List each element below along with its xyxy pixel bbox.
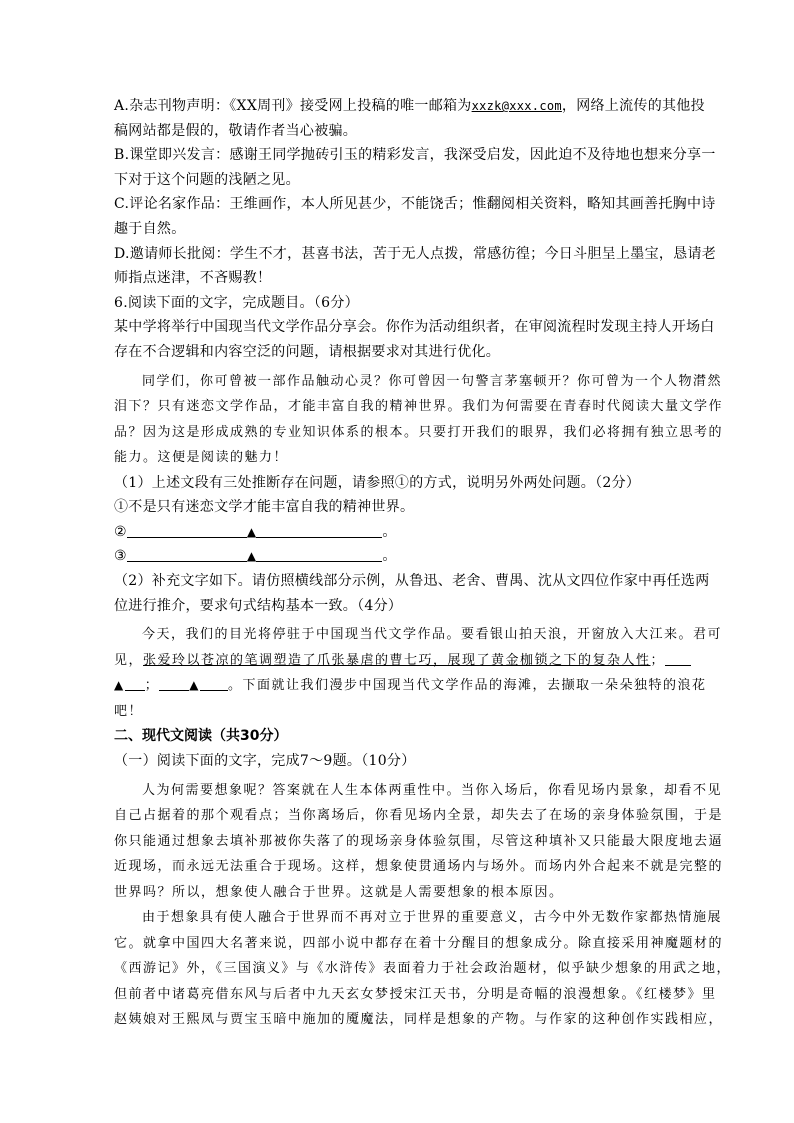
reading-p2-line: 但前者中诸葛亮借东风与后者中九天玄女梦授宋江天书，分明是奇幅的浪漫想象。《红楼梦》里 xyxy=(114,986,717,1002)
underlined-example: 张爱玲以苍凉的笔调塑造了爪张暴虐的曹七巧，展现了黄金枷锁之下的复杂人性 xyxy=(143,652,651,668)
passage-line: 泪下？只有迷恋文学作品，才能丰富自我的精神世界。我们为何需要在青春时代阅读大量文学作 xyxy=(114,399,724,415)
option-c-line2: 趣于自然。 xyxy=(114,220,186,237)
reading-p2-line: 它。就拿中国四大名著来说，四部小说中都存在着十分醒目的想象成分。除直接采用神魔题材的 xyxy=(114,935,724,951)
reading-p1-line: 自己占据着的那个观看点；当你离场后，你看见场内全景，却失去了在场的亲身体验氛围，于是 xyxy=(114,808,724,824)
blank-2-period: 。 xyxy=(382,523,397,540)
passage-line: 品？因为这是形成成熟的专业知识体系的根本。只要打开我们的眼界，我们必将拥有独立思考的 xyxy=(114,424,724,440)
section-2-subheading: （一）阅读下面的文字，完成7～9题。（10分） xyxy=(114,753,416,770)
reading-p2-line: 《西游记》外，《三国演义》与《水浒传》表面着力于社会政治题材，似乎缺少想象的用武之地， xyxy=(114,961,732,977)
reading-p1-line: 近现场，而永远无法重合于现场。这样，想象使贯通场内与场外。而场内外合起来不就是完整的 xyxy=(114,859,724,875)
fill-blank-b-right[interactable] xyxy=(200,676,228,691)
reading-p1-line: 世界吗？所以，想象使人融合于世界。这就是人需要想象的根本原因。 xyxy=(114,884,564,900)
option-a-email: xxzk@xxx.com xyxy=(471,99,562,113)
question-6-intro-line1: 某中学将举行中国现当代文学作品分享会。你作为活动组织者，在审阅流程时发现主持人开场白 xyxy=(114,319,715,336)
fill-passage-line1: 今天，我们的目光将停驻于中国现当代文学作品。要看银山拍天浪，开窗放入大江来。君可 xyxy=(142,627,723,643)
passage-line: 同学们，你可曾被一部作品触动心灵？你可曾因一句警言茅塞顿开？你可曾为一个人物潸然 xyxy=(142,373,723,389)
fill-semicolon: ； xyxy=(650,652,666,668)
blank-3-period: 。 xyxy=(382,548,397,565)
blank-2-number: ② xyxy=(114,523,127,540)
option-d-line2: 师指点迷津，不吝赐教！ xyxy=(114,270,272,287)
fill-blank-a-start[interactable] xyxy=(665,651,691,666)
fill-passage-line2 xyxy=(114,648,702,674)
fill-passage-line3 xyxy=(114,673,707,699)
option-a-line1 xyxy=(114,94,705,119)
subquestion-1-example: ①不是只有迷恋文学才能丰富自我的精神世界。 xyxy=(114,499,415,516)
reading-p2-line: 由于想象具有使人融合于世界而不再对立于世界的重要意义，古今中外无数作家都热情施展 xyxy=(142,910,723,926)
blank-2-left xyxy=(127,523,247,538)
subquestion-2-line1: （2）补充文字如下。请仿照横线部分示例，从鲁迅、老舍、曹禺、沈从文四位作家中再任选两 xyxy=(114,572,710,589)
exam-page xyxy=(114,94,732,1033)
triangle-marker: ▲ xyxy=(246,549,257,564)
option-c-line1: C.评论名家作品：王维画作，本人所见甚少，不能饶舌；惟翻阅相关资料，略知其画善托胸中诗 xyxy=(114,196,716,213)
blank-3-left xyxy=(127,547,247,562)
option-a-line2: 稿网站都是假的，敬请作者当心被骗。 xyxy=(114,122,358,139)
triangle-marker: ▲ xyxy=(114,678,125,693)
subquestion-2-line2: 位进行推介，要求句式结构基本一致。（4分） xyxy=(114,597,403,614)
blank-3-number: ③ xyxy=(114,548,127,565)
subquestion-1: （1）上述文段有三处推断存在问题，请参照①的方式，说明另外两处问题。（2分） xyxy=(114,474,641,491)
fill-blank-a-end[interactable] xyxy=(125,676,145,691)
option-b-line1: B.课堂即兴发言：感谢王同学抛砖引玉的精彩发言，我深受启发，因此迫不及待地也想来分享一 xyxy=(114,147,716,164)
blank-3-right xyxy=(256,547,382,562)
question-6-intro-line2: 存在不合逻辑和内容空泛的问题，请根据要求对其进行优化。 xyxy=(114,343,501,360)
fill-passage-line4: 吧！ xyxy=(114,703,144,719)
blank-2-right xyxy=(256,523,382,538)
option-a-text: A.杂志刊物声明：《XX周刊》接受网上投稿的唯一邮箱为 xyxy=(114,98,472,114)
option-d-line1: D.邀请师长批阅：学生不才，甚喜书法，苦于无人点拨，常感彷徨；今日斗胆呈上墨宝，恳请老 xyxy=(114,245,717,262)
reading-p2-line: 赵姨娘对王熙凤与贾宝玉暗中施加的魇魔法，同样是想象的产物。与作家的这种创作实践相应， xyxy=(114,1012,724,1028)
triangle-marker: ▲ xyxy=(246,524,257,539)
section-2-heading: 二、现代文阅读（共30分） xyxy=(114,728,288,745)
fill-tail: 。下面就让我们漫步中国现当代文学作品的海滩，去撷取一朵朵独特的浪花 xyxy=(227,678,707,694)
question-6-title: 6.阅读下面的文字，完成题目。（6分） xyxy=(114,294,359,311)
answer-blank-2[interactable] xyxy=(114,520,702,545)
triangle-marker: ▲ xyxy=(189,678,200,693)
reading-p1-line: 你只能通过想象去填补那被你失落了的现场亲身体验氛围，尽管这种填补又只能最大限度地去逼 xyxy=(114,833,724,849)
answer-blank-3[interactable] xyxy=(114,544,702,569)
fill-semicolon-2: ； xyxy=(144,678,160,694)
reading-p1-line: 人为何需要想象呢？答案就在人生本体两重性中。当你入场后，你看见场内景象，却看不见 xyxy=(142,782,723,798)
passage-line: 能力。这便是阅读的魅力！ xyxy=(114,450,289,466)
fill-prefix: 见， xyxy=(114,652,144,668)
option-a-text2: ，网络上流传的其他投 xyxy=(561,98,705,114)
option-b-line2: 下对于这个问题的浅陋之见。 xyxy=(114,171,300,188)
fill-blank-b-left[interactable] xyxy=(159,676,189,691)
